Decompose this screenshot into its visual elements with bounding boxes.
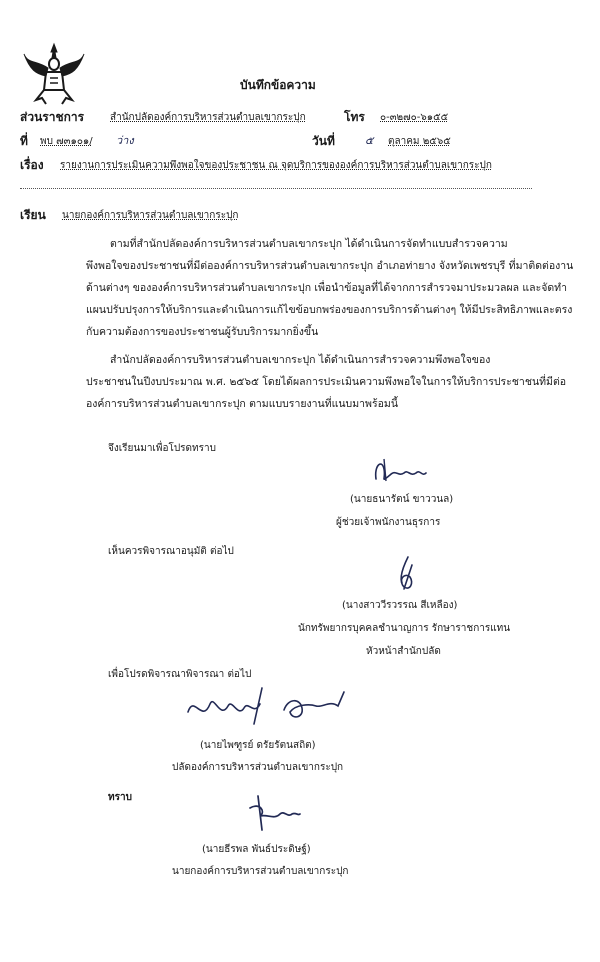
ref-label: ที่ <box>20 134 28 148</box>
phone-label: โทร <box>344 110 365 124</box>
paragraph-1-line: แผนปรับปรุงการให้บริการและดำเนินการแก้ไขข้อบกพร่องของการบริการด้านต่างๆ ให้มีประสิทธิภาพและตรง <box>86 304 573 316</box>
date-label: วันที่ <box>312 134 335 148</box>
signature-1-image <box>370 455 450 489</box>
subject-value: รายงานการประเมินความพึงพอใจของประชาชน ณ จุดบริการขององค์การบริหารส่วนตำบลเขากระปุก <box>60 160 492 171</box>
note-3: เพื่อโปรดพิจารณาพิจารณา ต่อไป <box>108 669 252 680</box>
paragraph-1-line: กับความต้องการของประชาชนผู้รับบริการมากยิ่งขึ้น <box>86 326 319 338</box>
signer-2-position-2: หัวหน้าสำนักปลัด <box>366 646 441 657</box>
closing-text: จึงเรียนมาเพื่อโปรดทราบ <box>108 443 216 454</box>
paragraph-2 <box>86 349 566 415</box>
paragraph-1-line: พึงพอใจของประชาชนที่มีต่อองค์การบริหารส่วนตำบลเขากระปุก อำเภอท่ายาง จังหวัดเพชรบุรี ที่มาติดต่องาน <box>86 260 574 272</box>
document-title: บันทึกข้อความ <box>240 78 316 92</box>
subject-label: เรื่อง <box>20 158 44 172</box>
signer-3-name: (นายไพฑูรย์ ดรัยรัตนสถิต) <box>200 740 316 751</box>
agency-value: สำนักปลัดองค์การบริหารส่วนตำบลเขากระปุก <box>110 112 306 123</box>
subject-divider <box>20 188 532 189</box>
date-day: ๕ <box>365 134 374 147</box>
ref-handwritten: ว่าง <box>116 134 134 147</box>
paragraph-1-line: ตามที่สำนักปลัดองค์การบริหารส่วนตำบลเขากระปุก ได้ดำเนินการจัดทำแบบสำรวจความ <box>110 238 508 250</box>
signer-3-position: ปลัดองค์การบริหารส่วนตำบลเขากระปุก <box>172 762 344 773</box>
note-4: ทราบ <box>108 792 132 803</box>
agency-label: ส่วนราชการ <box>20 110 85 124</box>
salutation-label: เรียน <box>20 208 46 222</box>
signature-3-image <box>184 684 354 730</box>
date-value: ตุลาคม ๒๕๖๕ <box>388 136 451 147</box>
signer-2-name: (นางสาววีรวรรณ สีเหลือง) <box>342 600 458 611</box>
signer-1-position: ผู้ช่วยเจ้าพนักงานธุรการ <box>336 517 441 528</box>
paragraph-2-line: ประชาชนในปีงบประมาณ พ.ศ. ๒๕๖๕ โดยได้ผลการประเมินความพึงพอใจในการให้บริการประชาชนที่มีต่อ <box>86 376 567 388</box>
signer-4-name: (นายธีรพล พันธ์ประดิษฐ์) <box>202 844 311 855</box>
signer-2-position: นักทรัพยากรบุคคลชำนาญการ รักษาราชการแทน <box>298 623 511 634</box>
phone-value: ๐-๓๒๗๐-๖๑๕๕ <box>380 112 449 123</box>
paragraph-2-line: องค์การบริหารส่วนตำบลเขากระปุก ตามแบบรายงานที่แนบมาพร้อมนี้ <box>86 398 399 410</box>
paragraph-2-line: สำนักปลัดองค์การบริหารส่วนตำบลเขากระปุก ได้ดำเนินการสำรวจความพึงพอใจของ <box>110 354 491 366</box>
signer-1-name: (นายธนารัตน์ ขาววนล) <box>350 494 454 505</box>
paragraph-1-line: ด้านต่างๆ ขององค์การบริหารส่วนตำบลเขากระปุก เพื่อนำข้อมูลที่ได้จากการสำรวจมาประมวลผล และจัดทำ <box>86 282 568 294</box>
ref-value: พบ ๗๓๑๐๑/ <box>40 136 93 147</box>
garuda-emblem-icon <box>22 40 86 106</box>
signature-2-image <box>390 555 424 593</box>
signer-4-position: นายกองค์การบริหารส่วนตำบลเขากระปุก <box>172 866 349 877</box>
paragraph-1 <box>86 233 574 343</box>
signature-4-image <box>246 794 302 834</box>
salutation-value: นายกองค์การบริหารส่วนตำบลเขากระปุก <box>62 210 239 221</box>
note-2: เห็นควรพิจารณาอนุมัติ ต่อไป <box>108 546 234 557</box>
